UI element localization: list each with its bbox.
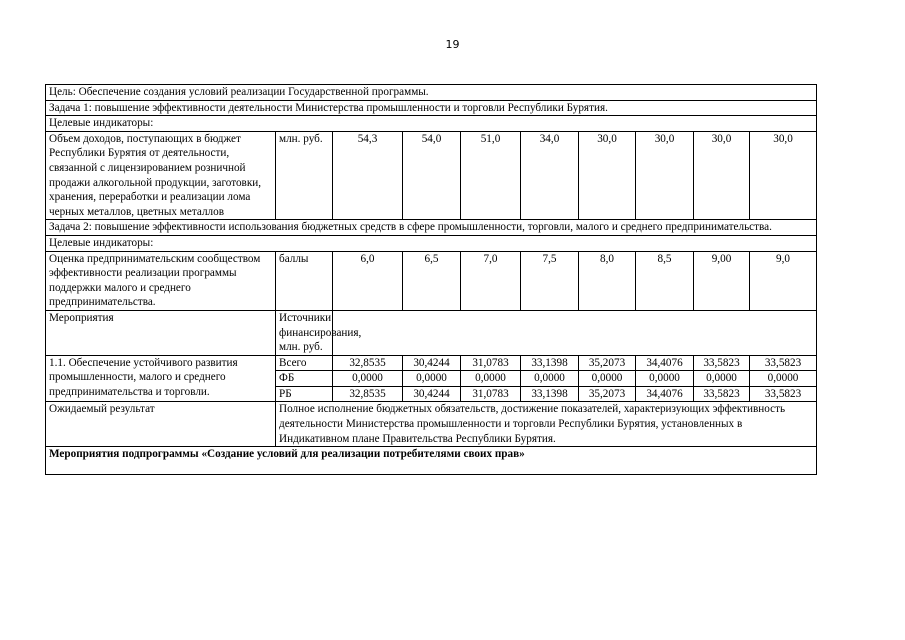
task2-text: Задача 2: повышение эффективности использования бюджетных средств в сфере промышленности, торговли, малого и среднего предпринимательства.: [46, 220, 817, 236]
funding-value: 34,4076: [636, 386, 694, 402]
indicator2-value: 6,5: [403, 251, 461, 310]
measures-header-row: [46, 310, 817, 355]
indicator1-value: 30,0: [750, 131, 817, 220]
funding-source: ФБ: [276, 371, 333, 387]
funding-value: 0,0000: [694, 371, 750, 387]
targets-label-row: [46, 235, 817, 251]
subprogram-row: [46, 447, 817, 475]
funding-value: 30,4244: [403, 386, 461, 402]
funding-value: 33,5823: [694, 355, 750, 371]
measure1-name: 1.1. Обеспечение устойчивого развития промышленности, малого и среднего предпринимательства и торговли.: [46, 355, 276, 402]
expected-text: Полное исполнение бюджетных обязательств, достижение показателей, характеризующих эффективность деятельности Министерства промышленности и торговли Республики Бурятия, установленных в Индикативном плане Правительства Республики Бурятия.: [276, 402, 817, 447]
task2-row: [46, 220, 817, 236]
indicator1-value: 30,0: [694, 131, 750, 220]
indicator2-value: 8,0: [579, 251, 636, 310]
indicator1-value: 51,0: [461, 131, 521, 220]
indicator2-unit: баллы: [276, 251, 333, 310]
funding-value: 0,0000: [521, 371, 579, 387]
indicator1-value: 34,0: [521, 131, 579, 220]
measures-label: Мероприятия: [46, 310, 276, 355]
indicator2-row: [46, 251, 817, 310]
indicator2-value: 8,5: [636, 251, 694, 310]
expected-label: Ожидаемый результат: [46, 402, 276, 447]
goal-row: [46, 85, 817, 101]
funding-value: 31,0783: [461, 386, 521, 402]
indicator2-name: Оценка предпринимательским сообществом эффективности реализации программы поддержки малого и среднего предпринимательства.: [46, 251, 276, 310]
funding-value: 0,0000: [636, 371, 694, 387]
indicator1-value: 54,0: [403, 131, 461, 220]
funding-value: 0,0000: [333, 371, 403, 387]
funding-value: 33,1398: [521, 386, 579, 402]
program-table: [45, 84, 817, 475]
indicator1-value: 30,0: [636, 131, 694, 220]
funding-label: Источники финансирования, млн. руб.: [276, 310, 333, 355]
empty-cell: [333, 310, 817, 355]
targets-label: Целевые индикаторы:: [46, 235, 817, 251]
goal-text: Цель: Обеспечение создания условий реализации Государственной программы.: [46, 85, 817, 101]
indicator2-value: 7,0: [461, 251, 521, 310]
measure1-row: [46, 355, 817, 371]
funding-value: 30,4244: [403, 355, 461, 371]
funding-source: РБ: [276, 386, 333, 402]
funding-value: 35,2073: [579, 386, 636, 402]
funding-value: 0,0000: [579, 371, 636, 387]
indicator1-name: Объем доходов, поступающих в бюджет Республики Бурятия от деятельности, связанной с лицензированием розничной продажи алкогольной продукции, заготовки, хранения, переработки и реализации лома черных металлов, цветных металлов: [46, 131, 276, 220]
funding-value: 33,5823: [694, 386, 750, 402]
funding-value: 0,0000: [461, 371, 521, 387]
funding-value: 0,0000: [403, 371, 461, 387]
funding-value: 32,8535: [333, 386, 403, 402]
page-number: 19: [445, 38, 460, 51]
funding-value: 0,0000: [750, 371, 817, 387]
task1-text: Задача 1: повышение эффективности деятельности Министерства промышленности и торговли Республики Бурятия.: [46, 100, 817, 116]
indicator2-value: 9,00: [694, 251, 750, 310]
indicator1-value: 30,0: [579, 131, 636, 220]
indicator2-value: 7,5: [521, 251, 579, 310]
task1-row: [46, 100, 817, 116]
indicator2-value: 6,0: [333, 251, 403, 310]
funding-value: 34,4076: [636, 355, 694, 371]
funding-value: 35,2073: [579, 355, 636, 371]
indicator1-row: [46, 131, 817, 220]
funding-value: 33,1398: [521, 355, 579, 371]
funding-value: 33,5823: [750, 355, 817, 371]
funding-value: 31,0783: [461, 355, 521, 371]
funding-source: Всего: [276, 355, 333, 371]
indicator2-value: 9,0: [750, 251, 817, 310]
indicator1-unit: млн. руб.: [276, 131, 333, 220]
targets-label: Целевые индикаторы:: [46, 116, 817, 132]
subprogram-heading: Мероприятия подпрограммы «Создание условий для реализации потребителями своих прав»: [46, 447, 817, 475]
expected-result-row: [46, 402, 817, 447]
funding-value: 32,8535: [333, 355, 403, 371]
targets-label-row: [46, 116, 817, 132]
funding-value: 33,5823: [750, 386, 817, 402]
indicator1-value: 54,3: [333, 131, 403, 220]
